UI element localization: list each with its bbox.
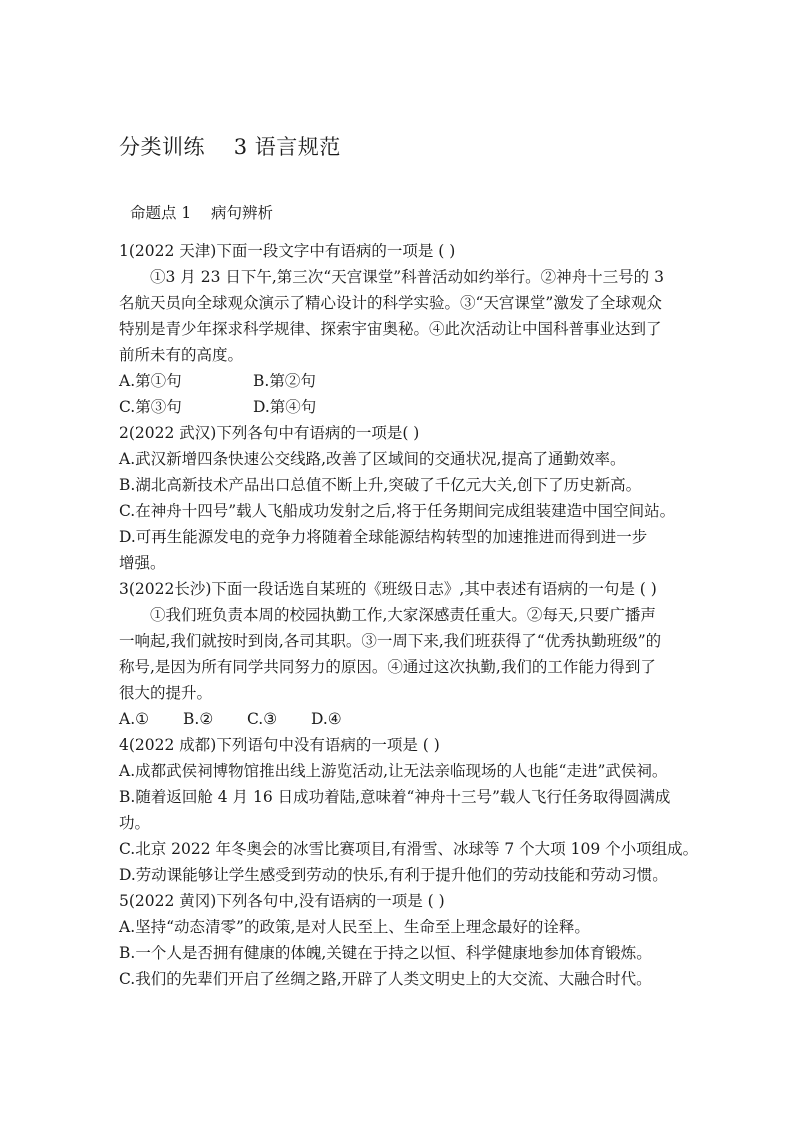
question-stem: 5(2022 黄冈)下列各句中,没有语病的一项是 ( )	[119, 892, 445, 910]
passage-line: ①我们班负责本周的校园执勤工作,大家深感责任重大。②每天,只要广播声	[150, 606, 656, 624]
passage-line: ①3 月 23 日下午,第三次“天宫课堂”科普活动如约举行。②神舟十三号的 3	[150, 268, 664, 286]
option-row	[119, 368, 689, 394]
option-c[interactable]: C.在神舟十四号”载人飞船成功发射之后,将于任务期间完成组装建造中国空间站。	[119, 502, 676, 520]
option-c[interactable]: C.第③句	[119, 398, 182, 416]
option-d[interactable]: D.第④句	[253, 398, 317, 416]
passage-line: 称号,是因为所有同学共同努力的原因。④通过这次执勤,我们的工作能力得到了	[119, 658, 656, 676]
option-b[interactable]: B.湖北高新技术产品出口总值不断上升,突破了千亿元大关,创下了历史新高。	[119, 476, 642, 494]
question-list	[119, 238, 699, 992]
option-row	[119, 706, 689, 732]
option-b[interactable]: B.随着返回舱 4 月 16 日成功着陆,意味着“神舟十三号”载人飞行任务取得圆满成	[119, 788, 671, 806]
question-1	[119, 238, 689, 420]
question-2	[119, 420, 689, 576]
option-c[interactable]: C.北京 2022 年冬奥会的冰雪比赛项目,有滑雪、冰球等 7 个大项 109 个小项组成。	[119, 840, 699, 858]
section-heading: 命题点 1 病句辨析	[130, 204, 273, 222]
option-d[interactable]: D.④	[311, 710, 342, 728]
question-4	[119, 732, 699, 888]
option-b-continued: 功。	[119, 814, 151, 832]
option-a[interactable]: A.武汉新增四条快速公交线路,改善了区域间的交通状况,提高了通勤效率。	[119, 450, 626, 468]
option-b[interactable]: B.第②句	[253, 372, 316, 390]
option-b[interactable]: B.②	[183, 710, 214, 728]
question-5	[119, 888, 689, 992]
question-stem: 1(2022 天津)下面一段文字中有语病的一项是 ( )	[119, 242, 456, 260]
option-b[interactable]: B.一个人是否拥有健康的体魄,关键在于持之以恒、科学健康地参加体育锻炼。	[119, 944, 652, 962]
passage-line: 名航天员向全球观众演示了精心设计的科学实验。③“天宫课堂”激发了全球观众	[119, 294, 662, 312]
question-stem: 3(2022长沙)下面一段话选自某班的《班级日志》,其中表述有语病的一句是 ( )	[119, 580, 657, 598]
page-title: 分类训练 3 语言规范	[119, 135, 341, 159]
option-row	[119, 394, 689, 420]
option-d[interactable]: D.劳动课能够让学生感受到劳动的快乐,有利于提升他们的劳动技能和劳动习惯。	[119, 866, 668, 884]
option-c[interactable]: C.我们的先辈们开启了丝绸之路,开辟了人类文明史上的大交流、大融合时代。	[119, 970, 652, 988]
option-d-continued: 增强。	[119, 554, 166, 572]
passage-line: 很大的提升。	[119, 684, 213, 702]
option-c[interactable]: C.③	[247, 710, 278, 728]
passage-line: 一响起,我们就按时到岗,各司其职。③一周下来,我们班获得了“优秀执勤班级”的	[119, 632, 662, 650]
option-a[interactable]: A.①	[119, 710, 150, 728]
question-3	[119, 576, 689, 732]
question-stem: 4(2022 成都)下列语句中没有语病的一项是 ( )	[119, 736, 440, 754]
question-stem: 2(2022 武汉)下列各句中有语病的一项是( )	[119, 424, 420, 442]
option-d[interactable]: D.可再生能源发电的竞争力将随着全球能源结构转型的加速推进而得到进一步	[119, 528, 648, 546]
option-a[interactable]: A.坚持“动态清零”的政策,是对人民至上、生命至上理念最好的诠释。	[119, 918, 590, 936]
passage-line: 前所未有的高度。	[119, 346, 244, 364]
option-a[interactable]: A.成都武侯祠博物馆推出线上游览活动,让无法亲临现场的人也能“走进”武侯祠。	[119, 762, 668, 780]
option-a[interactable]: A.第①句	[119, 372, 182, 390]
passage-line: 特别是青少年探求科学规律、探索宇宙奥秘。④此次活动让中国科普事业达到了	[119, 320, 662, 338]
